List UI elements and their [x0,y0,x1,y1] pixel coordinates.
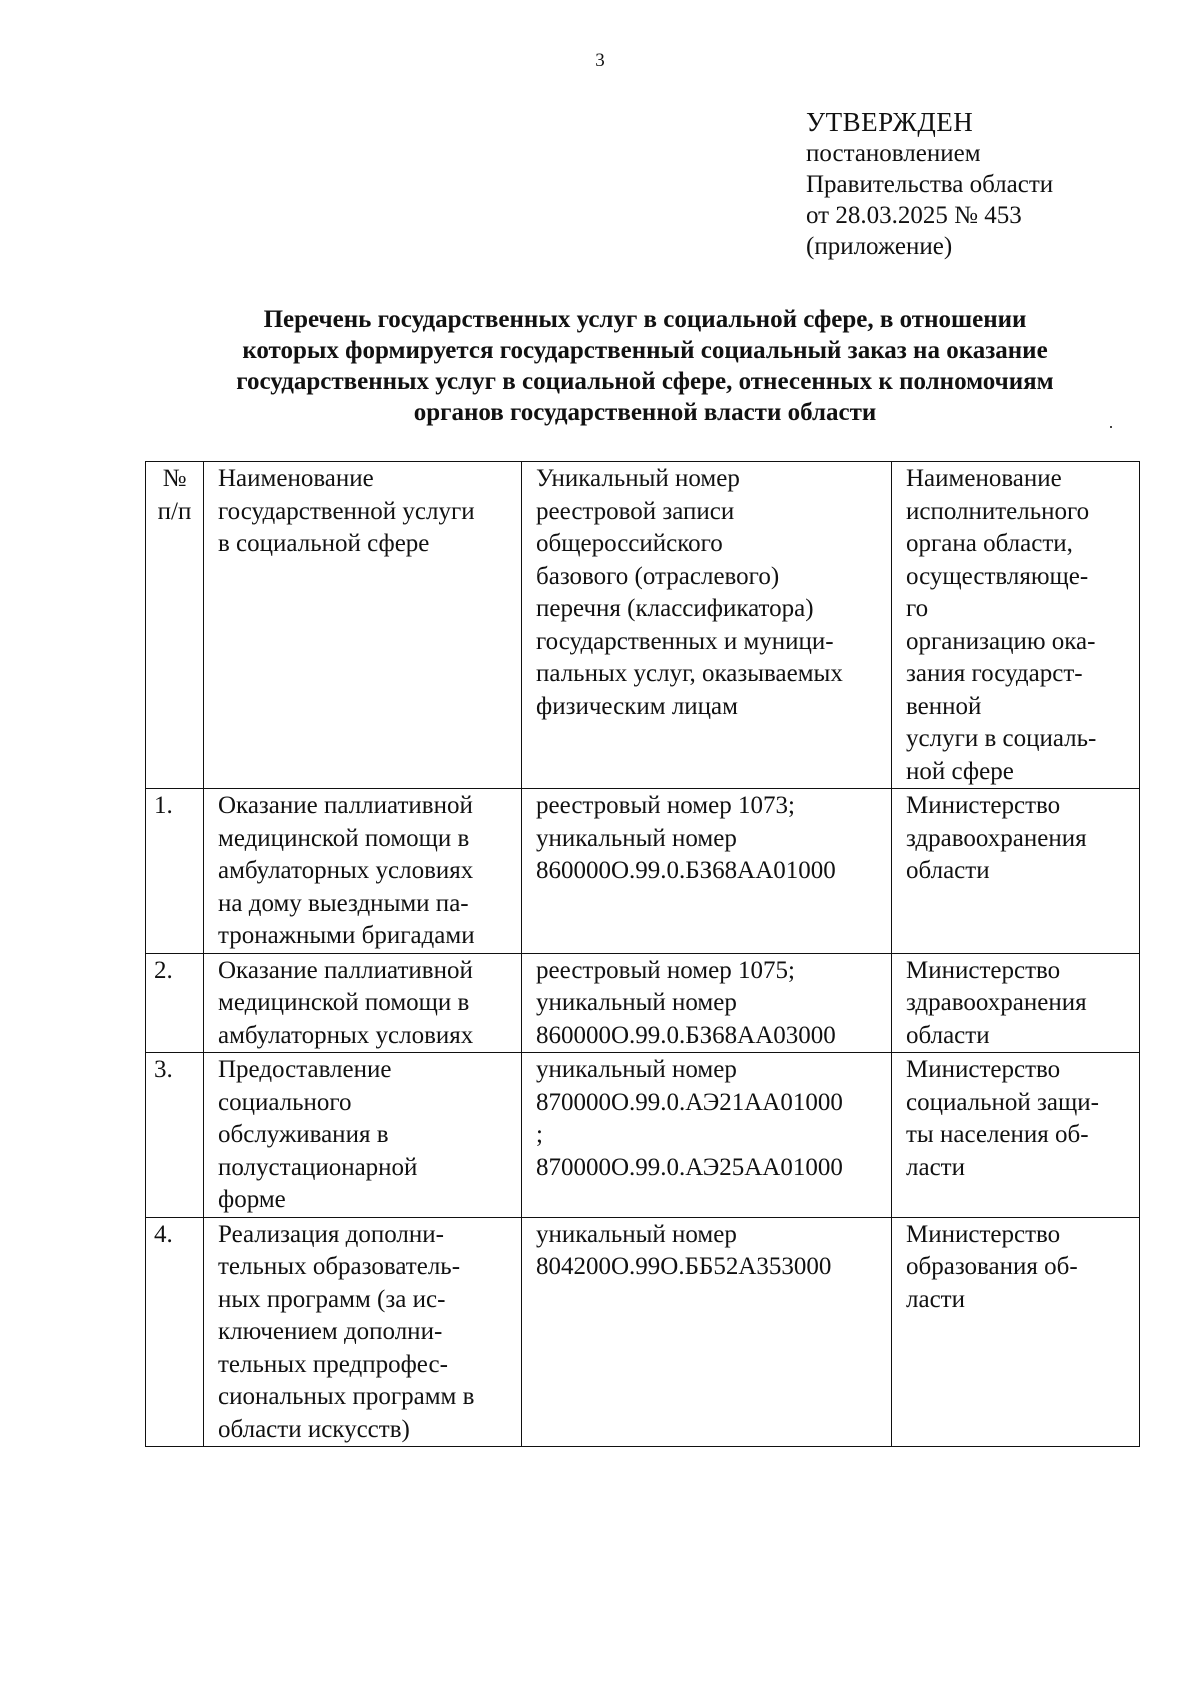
cell-executive-body [892,1217,1140,1447]
cell-line: Министерство [906,1056,1061,1083]
cell-registry-number [522,953,892,1053]
cell-line: уникальный номер [536,1056,737,1083]
cell-line: тельных предпрофес- [218,1350,448,1378]
cell-line: Реализация дополни- [218,1220,444,1248]
approval-line: (приложение) [806,233,953,260]
cell-line: на дому выездными па- [218,889,469,917]
cell-executive-body [892,789,1140,954]
document-title-line: Перечень государственных услуг в социальной сфере, в отношении [263,306,1027,333]
cell-line: осуществляюще- [906,562,1089,590]
cell-line: физическим лицам [536,692,738,720]
cell-line: Оказание паллиативной [218,792,473,819]
cell-line: услуги в социаль- [906,725,1097,752]
cell-line: венной [906,692,982,720]
cell-line: организацию ока- [906,627,1096,655]
cell-line: уникальный номер [536,989,737,1016]
cell-line: социального [218,1088,352,1116]
document-title-line: органов государственной власти области [413,399,877,426]
cell-line: области искусств) [218,1415,410,1443]
cell-line: пальных услуг, оказываемых [536,660,843,687]
cell-line: ной сфере [906,757,1014,785]
cell-line: Наименование [218,465,374,492]
approval-stamp [806,107,1053,262]
header-number [146,462,204,789]
cell-number: 4. [146,1217,204,1447]
cell-line: здравоохранения [906,824,1087,852]
cell-line: медицинской помощи в [218,824,470,852]
cell-line: Уникальный номер [536,465,740,492]
cell-line: амбулаторных условиях [218,857,474,884]
cell-line: обслуживания в [218,1121,389,1148]
cell-line: реестровый номер 1073; [536,792,795,819]
cell-line: базового (отраслевого) [536,562,780,590]
cell-line: перечня (классификатора) [536,595,814,622]
cell-line: области [906,857,990,884]
cell-line: в социальной сфере [218,530,430,557]
cell-line: ласти [906,1153,965,1181]
cell-line: ты населения об- [906,1121,1089,1148]
table-header-row [146,462,1140,789]
cell-line: 860000О.99.0.БЗ68АА01000 [536,857,836,884]
cell-line: общероссийского [536,530,723,557]
services-table [145,461,1140,1447]
cell-line: уникальный номер [536,824,737,852]
cell-line: реестровой записи [536,497,735,525]
cell-line: Предоставление [218,1056,392,1083]
cell-line: № [162,465,187,492]
cell-line: тельных образователь- [218,1253,461,1280]
table-row [146,1217,1140,1447]
cell-service-name [204,1217,522,1447]
cell-line: 870000О.99.0.АЭ21АА01000 [536,1088,843,1116]
cell-number: 2. [146,953,204,1053]
cell-line: Министерство [906,956,1061,984]
scan-speck [1110,426,1112,428]
cell-line: ; [536,1121,543,1148]
cell-registry-number [522,1053,892,1218]
cell-line: Оказание паллиативной [218,956,473,984]
cell-service-name [204,1053,522,1218]
cell-service-name [204,953,522,1053]
cell-line: тронажными бригадами [218,922,475,949]
approval-title: УТВЕРЖДЕН [806,107,974,137]
cell-line: исполнительного [906,497,1090,525]
cell-line: ласти [906,1285,965,1313]
cell-line: уникальный номер [536,1220,737,1248]
cell-line: го [906,595,929,622]
cell-line: области [906,1021,990,1049]
cell-line: образования об- [906,1253,1078,1280]
cell-line: 860000О.99.0.БЗ68АА03000 [536,1021,836,1049]
document-title-line: государственных услуг в социальной сфере, отнесенных к полномочиям [236,368,1054,395]
cell-line: государственной услуги [218,497,475,525]
approval-line: Правительства области [806,171,1054,198]
cell-line: здравоохранения [906,989,1087,1016]
cell-line: сиональных программ в [218,1383,475,1410]
cell-line: зания государст- [906,660,1083,687]
header-executive-body [892,462,1140,789]
cell-registry-number [522,789,892,954]
cell-line: Наименование [906,465,1062,492]
cell-line: социальной защи- [906,1088,1099,1116]
cell-number: 1. [146,789,204,954]
cell-line: форме [218,1186,286,1213]
cell-line: Министерство [906,792,1061,819]
cell-line: органа области, [906,530,1073,557]
cell-line: реестровый номер 1075; [536,956,795,984]
cell-service-name [204,789,522,954]
cell-line: Министерство [906,1220,1061,1248]
cell-line: ных программ (за ис- [218,1285,446,1313]
cell-line: государственных и муници- [536,627,834,655]
approval-line: постановлением [806,140,981,167]
cell-registry-number [522,1217,892,1447]
document-title [150,304,1140,428]
cell-line: 870000О.99.0.АЭ25АА01000 [536,1153,843,1181]
cell-executive-body [892,953,1140,1053]
cell-line: полустационарной [218,1153,418,1181]
cell-number: 3. [146,1053,204,1218]
cell-line: п/п [157,497,192,525]
cell-line: 804200О.99О.ББ52А353000 [536,1253,832,1280]
approval-line: от 28.03.2025 № 453 [806,202,1022,229]
cell-line: ключением дополни- [218,1318,443,1345]
cell-line: медицинской помощи в [218,989,470,1016]
cell-executive-body [892,1053,1140,1218]
table-row [146,1053,1140,1218]
table-row [146,789,1140,954]
page-number: 3 [595,50,605,71]
header-service-name [204,462,522,789]
cell-line: амбулаторных условиях [218,1021,474,1049]
table-row [146,953,1140,1053]
document-title-line: которых формируется государственный социальный заказ на оказание [242,337,1048,364]
header-registry-number [522,462,892,789]
